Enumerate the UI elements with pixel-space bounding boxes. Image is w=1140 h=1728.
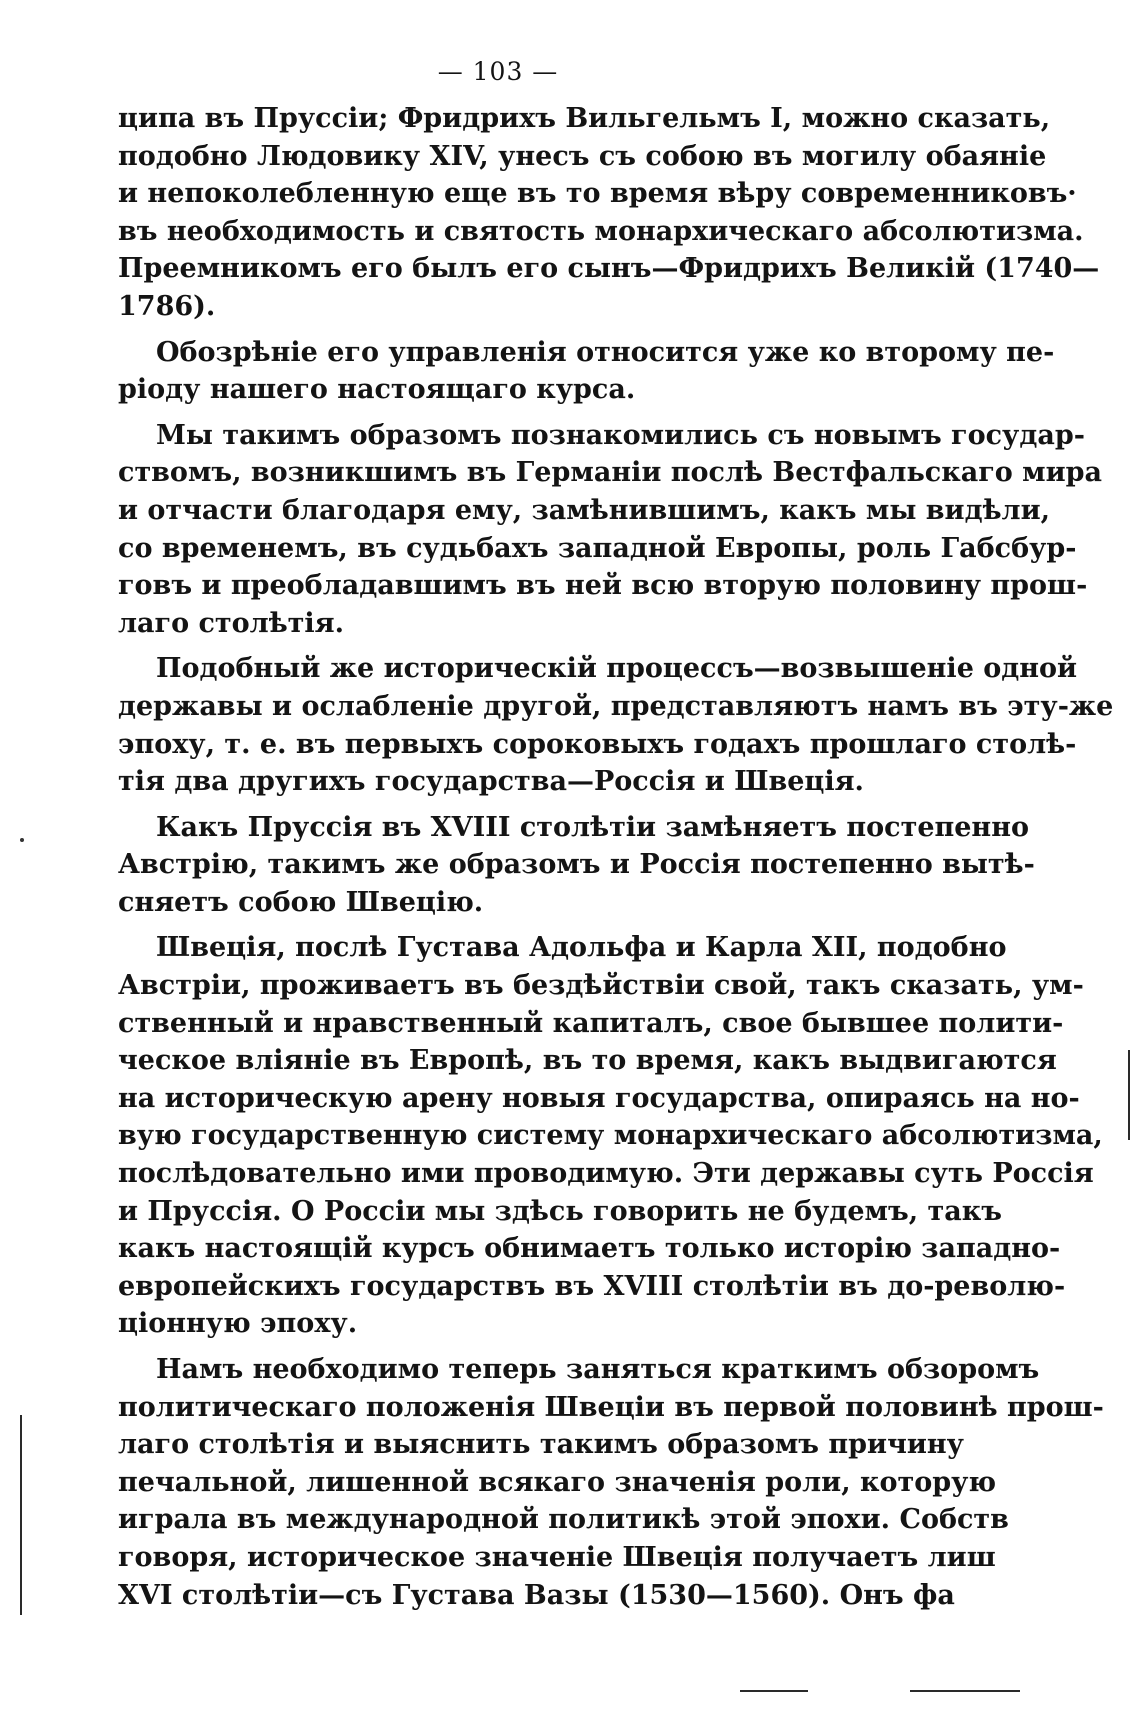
text-line: Швеція, послѣ Густава Адольфа и Карла XII, подобно — [156, 932, 1007, 964]
text-line: ципа въ Пруссіи; Фридрихъ Вильгельмъ I, можно сказать, — [118, 103, 1051, 134]
text-line: ческое вліяніе въ Европѣ, въ то время, какъ выдвигаются — [118, 1045, 1057, 1077]
text-line: и непоколебленную еще въ то время вѣру современниковъ· — [118, 178, 1077, 210]
text-line: со временемъ, въ судьбахъ западной Европы, роль Габсбур- — [118, 532, 1077, 564]
text-line: ственный и нравственный капиталъ, свое бывшее полити- — [118, 1007, 1064, 1039]
text-line: Австріи, проживаетъ въ бездѣйствіи свой, такъ сказать, ум- — [118, 970, 1084, 1002]
text-line: политическаго положенія Швеціи въ первой половинѣ прош- — [118, 1391, 1104, 1423]
text-line: Подобный же историческій процессъ—возвышеніе одной — [156, 653, 1078, 685]
left-margin-line — [20, 1415, 22, 1615]
text-body — [118, 100, 1114, 1614]
text-line: печальной, лишенной всякаго значенія роли, которую — [118, 1466, 997, 1498]
text-line: сняетъ собою Швецію. — [118, 886, 484, 918]
text-line: и отчасти благодаря ему, замѣнившимъ, какъ мы видѣли, — [118, 494, 1051, 526]
text-line: говъ и преобладавшимъ въ ней всю вторую половину прош- — [118, 570, 1088, 602]
paragraph-gap — [118, 642, 878, 650]
text-line: Какъ Пруссія въ XVIII столѣтіи замѣняетъ постепенно — [156, 811, 1029, 843]
paragraph-gap — [118, 1343, 878, 1351]
text-line: Мы такимъ образомъ познакомились съ новымъ государ- — [156, 419, 1085, 451]
text-line: въ необходимость и святость монархическаго абсолютизма. — [118, 215, 1084, 247]
text-line: говоря, историческое значеніе Швеція получаетъ лиш — [118, 1541, 996, 1573]
page-number: — 103 — — [437, 57, 559, 86]
text-line: на историческую арену новыя государства, опираясь на но- — [118, 1082, 1080, 1114]
text-line: Австрію, такимъ же образомъ и Россія постепенно вытѣ- — [118, 849, 1035, 881]
text-line: лаго столѣтія и выяснить такимъ образомъ причину — [118, 1429, 964, 1461]
right-margin-line — [1128, 1050, 1130, 1140]
text-line: и Пруссія. О Россіи мы здѣсь говорить не будемъ, такъ — [118, 1195, 1002, 1227]
text-line: Намъ необходимо теперь заняться краткимъ обзоромъ — [156, 1354, 1040, 1385]
text-line: державы и ослабленіе другой, представляютъ намъ въ эту-же — [118, 690, 1114, 722]
paragraph-gap — [118, 409, 878, 417]
text-line: Преемникомъ его былъ его сынъ—Фридрихъ Великій (1740— — [118, 253, 1100, 285]
text-line: тія два другихъ государства—Россія и Швеція. — [118, 766, 864, 798]
bottom-rule — [740, 1690, 808, 1692]
text-line: лаго столѣтія. — [118, 607, 345, 639]
text-line: эпоху, т. е. въ первыхъ сороковыхъ годахъ прошлаго столѣ- — [118, 728, 1077, 760]
text-line: вую государственную систему монархическаго абсолютизма, — [118, 1120, 1103, 1152]
text-line: европейскихъ государствъ въ XVIII столѣтіи въ до-револю- — [118, 1270, 1066, 1302]
text-line: какъ настоящій курсъ обнимаетъ только исторію западно- — [118, 1233, 1061, 1265]
text-line: ствомъ, возникшимъ въ Германіи послѣ Вестфальскаго мира — [118, 457, 1103, 489]
text-line: подобно Людовику XIV, унесъ съ собою въ могилу обаяніе — [118, 140, 1047, 172]
margin-dot — [20, 838, 24, 842]
text-line: ріоду нашего настоящаго курса. — [118, 374, 636, 406]
text-line: XVI столѣтіи—съ Густава Вазы (1530—1560). Онъ фа — [118, 1579, 955, 1611]
text-line: ціонную эпоху. — [118, 1308, 358, 1340]
paragraph-gap — [118, 801, 878, 809]
paragraph-gap — [118, 326, 878, 334]
text-line: послѣдовательно ими проводимую. Эти державы суть Россія — [118, 1158, 1094, 1190]
bottom-rule — [910, 1690, 1020, 1692]
book-page — [118, 0, 1114, 1728]
text-line: 1786). — [118, 290, 216, 322]
text-line: Обозрѣніе его управленія относится уже ко второму пе- — [156, 336, 1055, 368]
paragraph-gap — [118, 921, 878, 929]
text-line: играла въ международной политикѣ этой эпохи. Собств — [118, 1504, 1009, 1536]
